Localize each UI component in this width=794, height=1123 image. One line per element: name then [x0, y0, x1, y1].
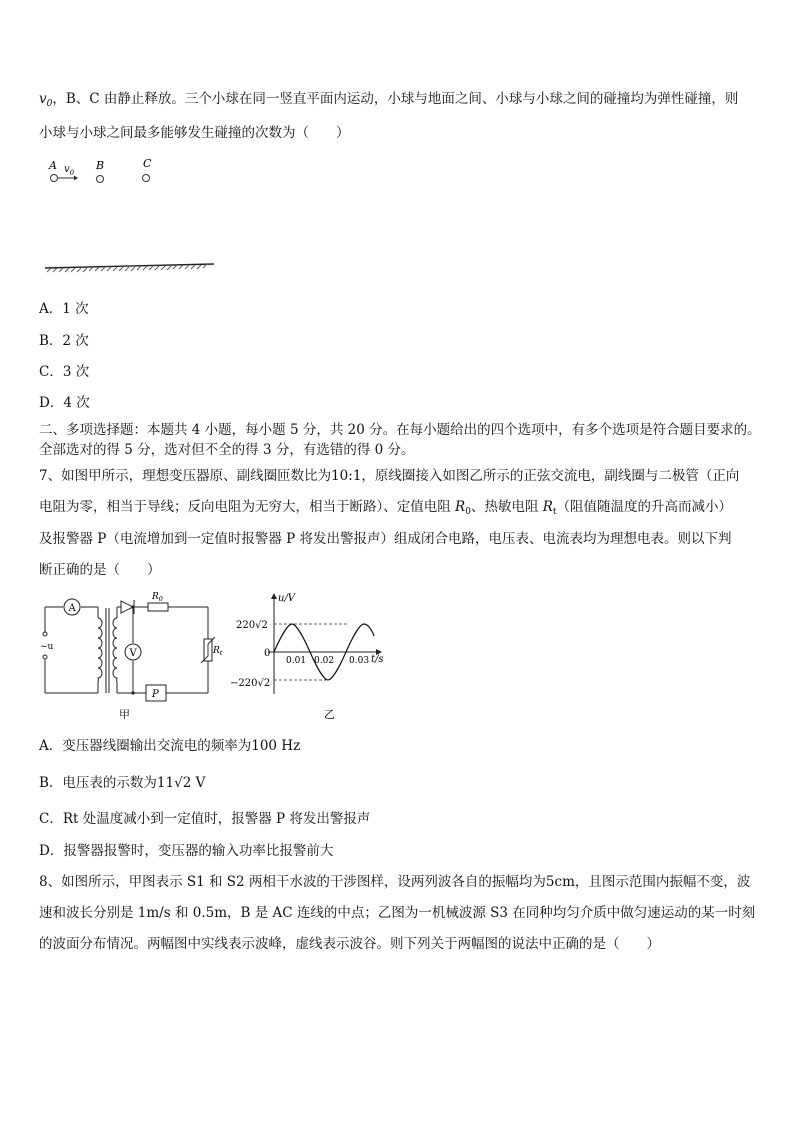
source-label: ~u [40, 642, 54, 652]
q6-stem-line-2: 小球与小球之间最多能够发生碰撞的次数为（ ） [39, 125, 350, 141]
q7-option-c: C．Rt 处温度减小到一定值时，报警器 P 将发出警报声 [39, 811, 371, 827]
circuit-figure-jia [30, 590, 230, 722]
ball-c [143, 175, 150, 182]
q6-stem-text: ，B、C 由静止释放。三个小球在同一竖直平面内运动，小球与地面之间、小球与小球之间的碰撞均为弹性碰撞，则 [52, 91, 739, 107]
q7-stem-line-4: 断正确的是（ ） [39, 562, 161, 578]
ammeter-label: A [68, 603, 76, 614]
caption-yi: 乙 [324, 708, 335, 721]
alarm-label: P [152, 689, 159, 700]
ymin-label: −220√2 [230, 678, 271, 689]
rt-label: $R_t$ [213, 646, 223, 657]
tick-0.01: 0.01 [286, 656, 307, 666]
voltmeter-label: V [129, 648, 137, 659]
q7-option-b: B．电压表的示数为11√2 V [39, 775, 206, 791]
q7-option-a: A．变压器线圈输出交流电的频率为100 Hz [39, 738, 301, 754]
q8-stem-line-1: 8、如图所示，甲图表示 S1 和 S2 两相干水波的干涉图样，设两列波各自的振幅均为5cm，且图示范围内振幅不变，波 [39, 874, 751, 890]
q7-stem-line-1: 7、如图甲所示，理想变压器原、副线圈匝数比为10:1，原线圈接入如图乙所示的正弦交流电，副线圈与二极管（正向 [39, 468, 740, 484]
r0-label: $R_0$ [152, 592, 163, 603]
q7-stem-line-3: 及报警器 P（电流增加到一定值时报警器 P 将发出警报声）组成闭合电路，电压表、电流表均为理想电表。则以下判 [39, 531, 732, 547]
q7-stem-line-2: 电阻为零，相当于导线；反向电阻为无穷大，相当于断路）、定值电阻 $R_0$、热敏电阻 $R_t$（阻值随温度的升高而减小） [39, 499, 733, 517]
voltage-graph-yi [228, 590, 398, 722]
v0-symbol: v [39, 91, 47, 107]
resistor-r0 [148, 603, 168, 611]
y-axis-label: u/V [278, 593, 296, 604]
q6-option-c: C．3 次 [39, 364, 90, 380]
v0-subscript: 0 [46, 99, 53, 109]
tick-0.03: 0.03 [349, 656, 370, 666]
q6-stem-line-1 [39, 90, 764, 113]
velocity-arrowhead [74, 176, 78, 181]
q8-stem-line-2: 速和波长分别是 1m/s 和 0.5m，B 是 AC 连线的中点；乙图为一机械波源 S3 在同种均匀介质中做匀速运动的某一时刻 [39, 905, 756, 921]
v0-label: $v_0$ [64, 164, 75, 177]
ball-a-label: A [49, 159, 57, 172]
tick-0.02: 0.02 [314, 656, 335, 666]
ball-b-label: B [96, 159, 105, 172]
caption-jia: 甲 [119, 708, 130, 721]
section2-heading-line-2: 全部选对的得 5 分，选对但不全的得 3 分，有选错的得 0 分。 [39, 442, 415, 458]
q6-option-d: D．4 次 [39, 395, 90, 411]
q6-option-b: B．2 次 [39, 333, 89, 349]
section2-heading-line-1: 二、多项选择题：本题共 4 小题，每小题 5 分，共 20 分。在每小题给出的四个选项中，有多个选项是符合题目要求的。 [39, 422, 761, 438]
q6-figure [40, 156, 220, 278]
terminal-top [43, 632, 47, 636]
x-axis-label: t/s [371, 654, 384, 665]
ball-a [51, 175, 58, 182]
ball-c-label: C [143, 157, 152, 170]
ymax-label: 220√2 [236, 620, 268, 631]
q7-option-d: D．报警器报警时，变压器的输入功率比报警前大 [39, 843, 334, 859]
origin-label: 0 [264, 648, 271, 659]
ground [45, 264, 214, 272]
q6-option-a: A．1 次 [39, 301, 89, 317]
ball-b [97, 176, 104, 183]
q8-stem-line-3: 的波面分布情况。两幅图中实线表示波峰，虚线表示波谷。则下列关于两幅图的说法中正确的是（ ） [39, 936, 660, 952]
terminal-bottom [43, 655, 47, 659]
